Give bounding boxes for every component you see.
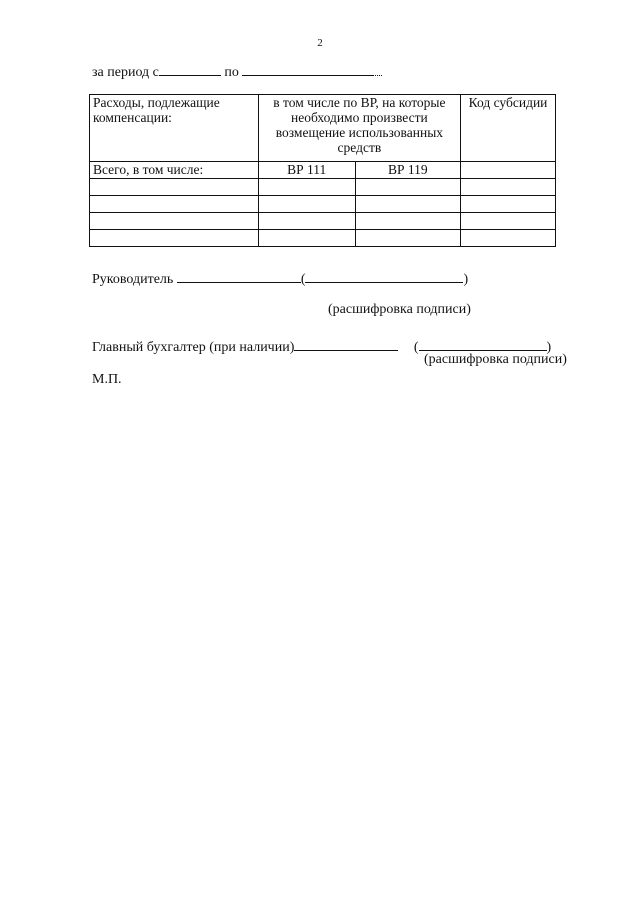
table-row bbox=[90, 196, 556, 213]
header-subsidy-code: Код субсидии bbox=[461, 95, 556, 162]
page-number: 2 bbox=[317, 37, 323, 49]
total-label: Всего, в том числе: bbox=[90, 162, 259, 179]
table-cell[interactable] bbox=[461, 213, 556, 230]
accountant-signature-field[interactable] bbox=[294, 338, 398, 351]
accountant-label: Главный бухгалтер (при наличии) bbox=[92, 340, 295, 355]
table-row bbox=[90, 179, 556, 196]
head-name-field[interactable] bbox=[305, 270, 463, 283]
table-header-row bbox=[90, 95, 556, 162]
table-cell[interactable] bbox=[355, 196, 460, 213]
period-line bbox=[92, 63, 382, 81]
table-cell[interactable] bbox=[461, 230, 556, 247]
period-to-field[interactable] bbox=[242, 63, 372, 76]
table-cell[interactable] bbox=[461, 196, 556, 213]
head-label: Руководитель bbox=[92, 272, 174, 287]
table-cell[interactable] bbox=[258, 213, 355, 230]
table-row bbox=[90, 213, 556, 230]
table-cell[interactable] bbox=[90, 230, 259, 247]
table-row bbox=[90, 230, 556, 247]
accountant-open-paren: ( bbox=[413, 340, 419, 355]
header-expenses: Расходы, подлежащие компенсации: bbox=[90, 95, 259, 162]
table-cell[interactable] bbox=[355, 230, 460, 247]
head-close-paren: ) bbox=[463, 272, 469, 287]
table-cell[interactable] bbox=[258, 179, 355, 196]
table-cell[interactable] bbox=[90, 213, 259, 230]
total-vr119: ВР 119 bbox=[355, 162, 460, 179]
period-from-label: за период с bbox=[92, 65, 159, 80]
period-to-label: по bbox=[224, 65, 239, 80]
accountant-name-field[interactable] bbox=[419, 338, 547, 351]
table-cell[interactable] bbox=[258, 196, 355, 213]
head-signature-line bbox=[92, 270, 468, 288]
accountant-signature-hint: (расшифровка подписи) bbox=[424, 352, 567, 367]
table-cell[interactable] bbox=[258, 230, 355, 247]
head-open-paren: ( bbox=[300, 272, 306, 287]
table-row-total bbox=[90, 162, 556, 179]
period-from-field[interactable] bbox=[159, 63, 221, 76]
header-vr: в том числе по ВР, на которые необходимо произвести возмещение использованных средств bbox=[258, 95, 460, 162]
head-signature-field[interactable] bbox=[177, 270, 301, 283]
stamp-label: М.П. bbox=[92, 372, 122, 387]
compensation-table bbox=[89, 94, 556, 247]
period-to-dots bbox=[372, 63, 382, 76]
total-vr111: ВР 111 bbox=[258, 162, 355, 179]
table-cell[interactable] bbox=[355, 179, 460, 196]
total-code-cell[interactable] bbox=[461, 162, 556, 179]
table-cell[interactable] bbox=[90, 196, 259, 213]
accountant-close-paren: ) bbox=[546, 340, 552, 355]
table-cell[interactable] bbox=[355, 213, 460, 230]
table-cell[interactable] bbox=[90, 179, 259, 196]
table-cell[interactable] bbox=[461, 179, 556, 196]
head-signature-hint: (расшифровка подписи) bbox=[328, 302, 471, 317]
